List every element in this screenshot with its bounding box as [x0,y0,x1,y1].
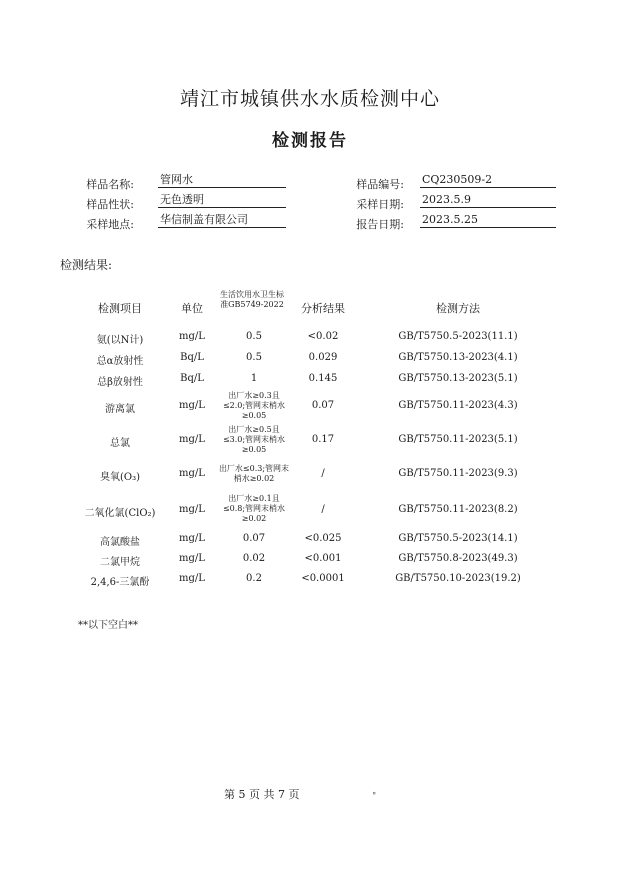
result-unit: Bq/L [180,373,204,384]
result-method: GB/T5750.11-2023(4.3) [398,400,518,411]
result-item-name: 二氯甲烷 [100,557,140,568]
result-value: <0.025 [304,533,342,544]
result-unit: mg/L [179,400,205,411]
result-value: / [321,468,325,479]
sample-name-label: 样品名称: [86,178,134,191]
result-method: GB/T5750.13-2023(4.1) [398,352,518,363]
result-unit: mg/L [179,553,205,564]
sample-property-label: 样品性状: [86,198,134,211]
sampling-date-value: 2023.5.9 [420,192,556,208]
result-method: GB/T5750.10-2023(19.2) [395,573,521,584]
result-unit: mg/L [179,504,205,515]
result-item-name: 2,4,6-三氯酚 [90,577,150,588]
column-header-item: 检测项目 [98,302,142,315]
sample-name-value: 管网水 [158,172,286,188]
result-standard: 1 [250,373,258,384]
result-standard: 0.07 [242,533,266,544]
result-unit: mg/L [179,468,205,479]
result-value: 0.145 [308,373,338,384]
report-date-label: 报告日期: [356,218,404,231]
result-value: <0.0001 [301,573,345,584]
results-section-title: 检测结果: [60,258,113,272]
result-unit: mg/L [179,533,205,544]
result-value: 0.029 [308,352,338,363]
result-item-name: 氨(以N计) [96,335,144,346]
result-value: 0.07 [311,400,335,411]
result-item-name: 臭氧(O₃) [99,472,140,483]
result-standard: 出厂水≤0.3;管网末梢水≥0.02 [218,464,290,483]
organization-name: 靖江市城镇供水水质检测中心 [179,88,440,110]
result-item-name: 游离氯 [105,404,135,415]
result-method: GB/T5750.11-2023(8.2) [398,504,518,515]
result-unit: mg/L [179,573,205,584]
sampling-date-label: 采样日期: [356,198,404,211]
column-header-result: 分析结果 [301,302,345,315]
result-method: GB/T5750.13-2023(5.1) [398,373,518,384]
result-item-name: 总氯 [110,438,130,449]
end-note: **以下空白** [78,620,138,631]
result-value: <0.001 [304,553,342,564]
sampling-location-value: 华信制盖有限公司 [158,212,286,228]
result-standard: 出厂水≥0.1且≤0.8;管网末梢水≥0.02 [222,494,286,523]
result-value: 0.17 [311,434,335,445]
result-standard: 出厂水≥0.3且≤2.0;管网末梢水≥0.05 [222,391,286,420]
sample-code-label: 样品编号: [356,178,404,191]
sampling-location-label: 采样地点: [86,218,134,231]
column-header-method: 检测方法 [436,302,480,315]
result-standard: 0.2 [246,573,262,584]
result-item-name: 总β放射性 [97,377,143,388]
result-unit: mg/L [179,331,205,342]
result-value: / [321,504,325,515]
result-standard: 出厂水≥0.5且≤3.0;管网末梢水≥0.05 [222,425,286,454]
result-unit: Bq/L [180,352,204,363]
result-item-name: 二氧化氯(ClO₂) [84,508,156,519]
sample-code-value: CQ230509-2 [420,172,556,188]
result-standard: 0.5 [246,331,262,342]
report-date-value: 2023.5.25 [420,212,556,228]
result-method: GB/T5750.5-2023(14.1) [398,533,518,544]
report-title: 检测报告 [272,131,348,151]
result-method: GB/T5750.11-2023(5.1) [398,434,518,445]
column-header-unit: 单位 [181,302,203,315]
sample-property-value: 无色透明 [158,192,286,208]
scan-mark: ∘ [372,789,377,799]
result-method: GB/T5750.5-2023(11.1) [398,331,518,342]
column-header-standard: 生活饮用水卫生标准GB5749-2022 [220,290,284,309]
page-number: 第 5 页 共 7 页 [224,788,300,801]
result-standard: 0.02 [242,553,266,564]
result-item-name: 总α放射性 [96,356,144,367]
result-method: GB/T5750.11-2023(9.3) [398,468,518,479]
result-standard: 0.5 [246,352,262,363]
result-value: <0.02 [307,331,339,342]
result-item-name: 高氯酸盐 [100,537,140,548]
result-method: GB/T5750.8-2023(49.3) [398,553,518,564]
result-unit: mg/L [179,434,205,445]
